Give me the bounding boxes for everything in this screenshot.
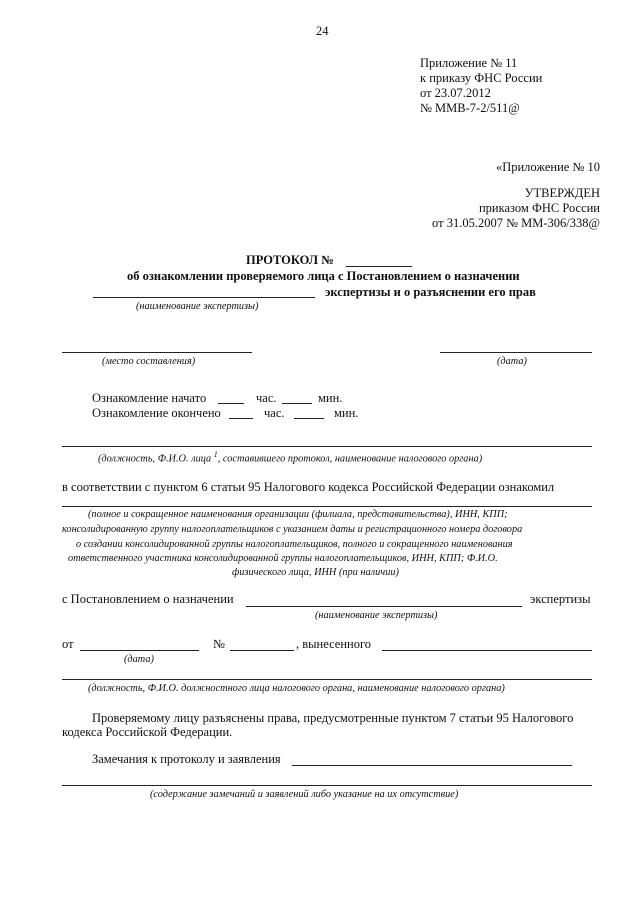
ended-minutes-label: мин. — [334, 406, 359, 420]
ended-hours-blank — [229, 418, 253, 419]
rights-text-line-1: Проверяемому лицу разъяснены права, предусмотренные пунктом 7 статьи 95 Налогового — [92, 711, 574, 725]
official-blank — [62, 446, 592, 447]
started-minutes-label: мин. — [318, 391, 343, 405]
from-label: от — [62, 637, 74, 651]
ended-label: Ознакомление окончено — [92, 406, 221, 420]
started-minutes-blank — [282, 403, 312, 404]
decree-date-blank — [80, 650, 199, 651]
caption-expertise-name-2: (наименование экспертизы) — [315, 610, 438, 621]
appendix-11-line-3: от 23.07.2012 — [420, 86, 491, 100]
expertise-name-blank — [93, 297, 315, 298]
caption-date: (дата) — [497, 356, 527, 367]
issuer-blank — [382, 650, 592, 651]
appendix-11-line-2: к приказу ФНС России — [420, 71, 543, 85]
protocol-title: ПРОТОКОЛ № — [246, 253, 334, 267]
caption-remarks: (содержание замечаний и заявлений либо указание на их отсутствие) — [150, 789, 459, 800]
remarks-label: Замечания к протоколу и заявления — [92, 752, 281, 766]
caption-date-2: (дата) — [124, 654, 154, 665]
ended-minutes-blank — [294, 418, 324, 419]
title-line-2: об ознакомлении проверяемого лица с Постановлением о назначении — [127, 269, 520, 283]
approved-label: УТВЕРЖДЕН — [524, 186, 600, 200]
expertise-word: экспертизы — [530, 592, 591, 606]
date-blank — [440, 352, 592, 353]
started-label: Ознакомление начато — [92, 391, 207, 405]
ended-hours-label: час. — [264, 406, 285, 420]
rights-text-line-2: кодекса Российской Федерации. — [62, 725, 233, 739]
expertise-name-blank-2 — [246, 606, 522, 607]
official-blank-2 — [62, 679, 592, 680]
appendix-10-line-3: приказом ФНС России — [478, 201, 600, 215]
appendix-11-line-1: Приложение № 11 — [420, 56, 518, 70]
with-decree-label: с Постановлением о назначении — [62, 592, 234, 606]
caption-expertise-name: (наименование экспертизы) — [136, 301, 259, 312]
caption-organization-4: ответственного участника консолидированной группы налогоплательщиков, ИНН, КПП; Ф.И.О. — [68, 553, 498, 564]
started-hours-blank — [218, 403, 244, 404]
title-line-3: экспертизы и о разъяснении его прав — [325, 285, 536, 299]
caption-organization-1: (полное и сокращенное наименования организации (филиала, представительства), ИНН, КПП; — [88, 509, 508, 520]
place-blank — [62, 352, 252, 353]
decree-number-blank — [230, 650, 294, 651]
issued-label: , вынесенного — [296, 637, 372, 651]
caption-organization-3: о создании консолидированной группы налогоплательщиков, полного и сокращенного наименования — [76, 539, 513, 550]
caption-organization-5: физического лица, ИНН (при наличии) — [232, 567, 399, 578]
appendix-10-line-1: «Приложение № 10 — [495, 160, 600, 174]
caption-place: (место составления) — [102, 356, 196, 367]
protocol-number-blank — [346, 266, 412, 267]
remarks-blank-1 — [292, 765, 572, 766]
started-hours-label: час. — [256, 391, 277, 405]
caption-organization-2: консолидированную группу налогоплательщиков с указанием даты и регистрационного номера договора — [62, 524, 523, 535]
remarks-blank-2 — [62, 785, 592, 786]
caption-official: (должность, Ф.И.О. лица $^1$, составившего протокол, наименование налогового органа) — [98, 450, 483, 465]
organization-blank — [62, 506, 592, 507]
caption-official-2: (должность, Ф.И.О. должностного лица налогового органа, наименование налогового органа) — [88, 683, 505, 694]
appendix-11-line-4: № ММВ-7-2/511@ — [420, 101, 520, 115]
accordance-text: в соответствии с пунктом 6 статьи 95 Налогового кодекса Российской Федерации ознакомил — [62, 480, 555, 494]
number-sign: № — [213, 637, 225, 651]
page-number: 24 — [316, 24, 329, 38]
appendix-10-line-4: от 31.05.2007 № ММ-306/338@ — [432, 216, 600, 230]
